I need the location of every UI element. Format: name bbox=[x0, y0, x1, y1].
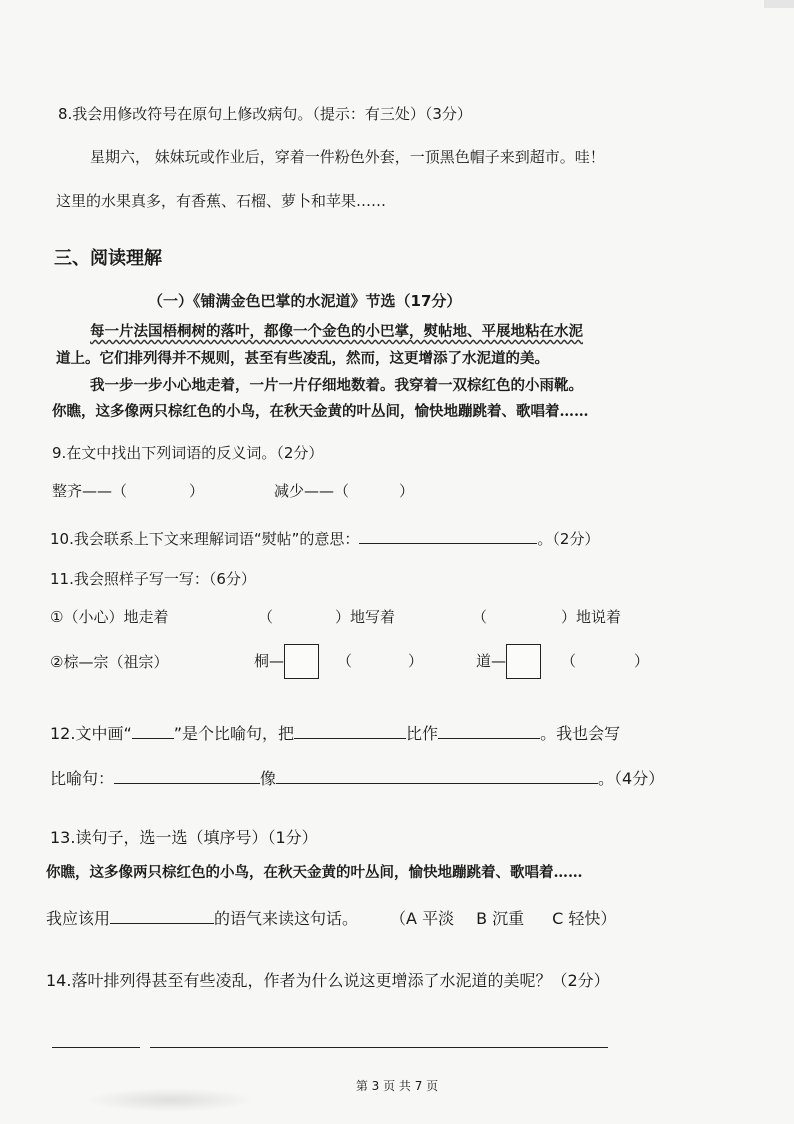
q11-row2-a-paren-close: ） bbox=[408, 652, 424, 670]
q9-item2-label: 减少——（ bbox=[274, 482, 350, 500]
q14-title: 14.落叶排列得甚至有些凌乱，作者为什么说这更增添了水泥道的美呢？（2分） bbox=[46, 971, 610, 990]
q13-prompt-suffix: 的语气来读这句话。 bbox=[214, 909, 359, 928]
passage-p1-line2: 道上。它们排列得并不规则，甚至有些凌乱，然而，这更增添了水泥道的美。 bbox=[56, 350, 549, 367]
q14-answer-line-main[interactable] bbox=[150, 1047, 608, 1048]
q12-mid2: 比作 bbox=[406, 724, 439, 743]
q12-line1 bbox=[50, 721, 620, 744]
q12-line2-suffix: 。（4分） bbox=[598, 769, 665, 788]
q11-row2-b-box[interactable] bbox=[506, 644, 541, 679]
q9-item1-close: ） bbox=[189, 482, 205, 500]
q10-answer-blank[interactable] bbox=[359, 543, 537, 544]
q11-row1-a-close: ）地写着 bbox=[335, 608, 396, 626]
q10-suffix: 。（2分） bbox=[537, 530, 600, 548]
q13-option-b: B 沉重 bbox=[476, 909, 525, 928]
q11-row2-example: ②棕—宗（祖宗） bbox=[50, 653, 169, 671]
q11-row2-b bbox=[476, 644, 649, 679]
passage-underlined-sentence: 每一片法国梧桐树的落叶，都像一个金色的小巴掌，熨帖地、平展地粘在水泥 bbox=[90, 323, 583, 340]
q11-row1-b-open: （ bbox=[472, 608, 488, 626]
q10-line bbox=[50, 528, 599, 549]
passage-p2-line2: 你瞧，这多像两只棕红色的小鸟，在秋天金黄的叶丛间，愉快地蹦跳着、歌唱着…… bbox=[52, 403, 589, 420]
q14-answer-line-left[interactable] bbox=[52, 1047, 140, 1048]
q9-title: 9.在文中找出下列词语的反义词。（2分） bbox=[52, 444, 324, 462]
q9-item2-close: ） bbox=[399, 482, 415, 500]
q13-option-c: C 轻快） bbox=[552, 909, 617, 928]
q11-row1-a-open: （ bbox=[258, 608, 274, 626]
passage-title: （一）《铺满金色巴掌的水泥道》节选（17分） bbox=[148, 292, 462, 310]
page-footer: 第 3 页 共 7 页 bbox=[355, 1079, 439, 1093]
q11-row2-a-paren-open: （ bbox=[337, 652, 353, 670]
q11-row2-b-char: 道— bbox=[476, 652, 507, 670]
passage-p2-line1: 我一步一步小心地走着，一片一片仔细地数着。我穿着一双棕红色的小雨靴。 bbox=[90, 377, 583, 394]
q12-prefix: 12.文中画“ bbox=[50, 724, 132, 743]
section3-heading: 三、阅读理解 bbox=[54, 248, 162, 269]
scan-corner-mark bbox=[764, 0, 794, 8]
q12-blank-object[interactable] bbox=[438, 738, 540, 739]
q12-blank-subject[interactable] bbox=[294, 738, 406, 739]
q11-row1-b bbox=[472, 606, 621, 627]
q11-title: 11.我会照样子写一写：（6分） bbox=[50, 570, 256, 588]
q13-sentence: 你瞧，这多像两只棕红色的小鸟，在秋天金黄的叶丛间，愉快地蹦跳着、歌唱着…… bbox=[46, 864, 583, 881]
q11-row2-b-paren-open: （ bbox=[561, 652, 577, 670]
q12-line2-mid: 像 bbox=[260, 769, 277, 788]
q12-blank-simile-subject[interactable] bbox=[114, 783, 260, 784]
q13-option-a: （A 平淡 bbox=[390, 909, 455, 928]
q8-sentence-line2: 这里的水果真多，有香蕉、石榴、萝卜和苹果…… bbox=[56, 192, 387, 210]
q12-underline-sample bbox=[132, 738, 174, 739]
q13-answer-blank[interactable] bbox=[110, 923, 214, 924]
q12-line2-prefix: 比喻句： bbox=[50, 769, 115, 788]
q13-prompt-prefix: 我应该用 bbox=[46, 909, 111, 928]
q9-item2 bbox=[274, 480, 414, 501]
q11-row2-a bbox=[254, 644, 423, 679]
q8-sentence-line1: 星期六， 妹妹玩或作业后，穿着一件粉色外套，一顶黑色帽子来到超市。哇！ bbox=[90, 148, 605, 166]
q11-row1-b-close: ）地说着 bbox=[561, 608, 622, 626]
q12-blank-simile-object[interactable] bbox=[276, 783, 598, 784]
q13-title: 13.读句子，选一选（填序号）（1分） bbox=[50, 828, 318, 847]
q11-row2-b-paren-close: ） bbox=[634, 652, 650, 670]
q11-row1-example: ①（小心）地走着 bbox=[50, 608, 169, 626]
q8-title: 8.我会用修改符号在原句上修改病句。（提示：有三处）（3分） bbox=[58, 105, 472, 123]
q11-row2-a-char: 桐— bbox=[254, 652, 285, 670]
q11-row1-a bbox=[258, 606, 395, 627]
q13-prompt bbox=[46, 906, 616, 929]
q12-line2 bbox=[50, 766, 664, 789]
q9-item1-label: 整齐——（ bbox=[52, 482, 128, 500]
q10-prefix: 10.我会联系上下文来理解词语“熨帖”的意思： bbox=[50, 530, 360, 548]
q11-row2-a-box[interactable] bbox=[284, 644, 319, 679]
q9-item1 bbox=[52, 480, 204, 501]
q12-mid3: 。我也会写 bbox=[540, 724, 621, 743]
passage-p1-line1 bbox=[90, 320, 583, 341]
q12-mid1: ”是个比喻句，把 bbox=[173, 724, 295, 743]
